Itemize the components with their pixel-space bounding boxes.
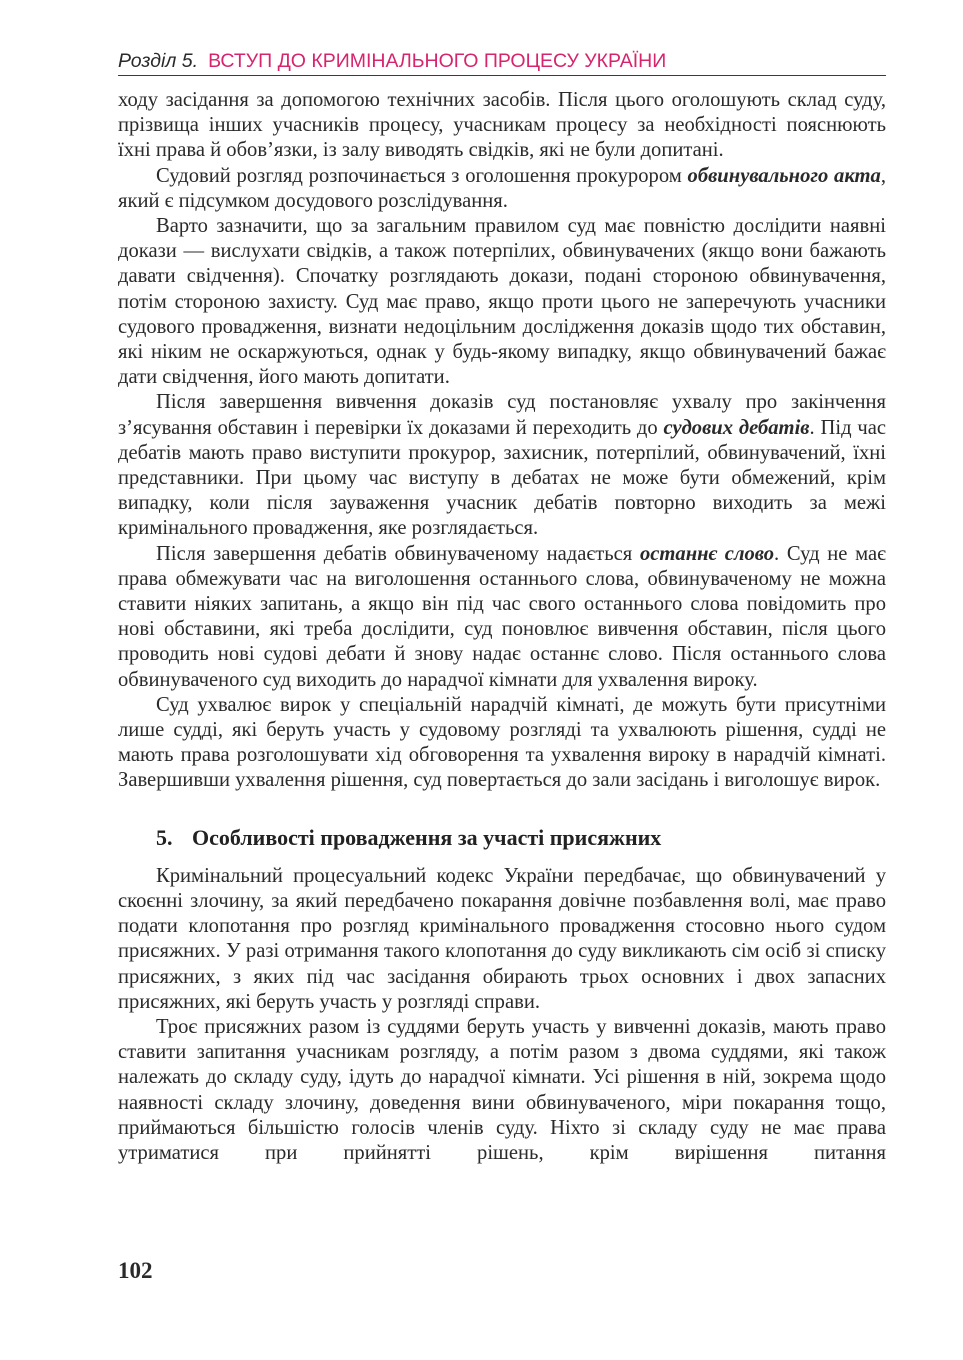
paragraph-text: Варто зазначити, що за загальним правилом суд має повністю дослідити наявні докази — вислухати свідків, а також потерпілих, обвинувачених (якщо вони бажають давати свідчення). Спочатку розглядають докази, подані стороною обвинувачення, потім стороною захисту. Суд має право, якщо проти цього не заперечують учасники судового провадження, визнати недоцільним дослідження доказів щодо тих обставин, які ніким не оскаржуються, однак у будь-якому випадку, якщо обвинувачений бажає дати свідчення, його мають допитати. (118, 215, 886, 389)
paragraph-text: Кримінальний процесуальний кодекс України передбачає, що обвинувачений у скоєнні злочину, за який передбачено покарання довічне позбавлення волі, має право подати клопотання про розгляд кримінального провадження стосовно нього судом присяжних. У разі отримання такого клопотання до суду викликають сім осіб зі списку присяжних, з яких під час засідання обирають трьох основних і двох запасних присяжних, які беруть участь у розгляді справи. (118, 864, 886, 1013)
paragraph-text: , який є підсумком досудового розслідування. (118, 164, 886, 212)
body-text (118, 88, 886, 1166)
paragraph-continued (118, 88, 886, 164)
paragraph-evidence (118, 214, 886, 390)
section-number: 5. (156, 824, 173, 850)
paragraph-text: ходу засідання за допомогою технічних засобів. Після цього оголошують склад суду, прізвища інших учасників процесу, учасникам процесу за необхідності пояснюють їхні права й обов’язки, із залу виводять свідків, які не були допитані. (118, 89, 886, 162)
paragraph-text: Суд ухвалює вирок у спеціальній нарадчій кімнаті, де можуть бути присутніми лише судді, які беруть участь у судовому розгляді та ухвалюють рішення, судді не мають права розголошувати хід обговорення та ухвалення вироку в нарадчій кімнаті. Завершивши ухвалення рішення, суд повертається до зали засідань і виголошує вирок. (118, 693, 886, 792)
paragraph-text: Після завершення вивчення доказів суд постановляє ухвалу про закінчення з’ясування обставин і перевірки їх доказами й переходить до (118, 391, 886, 439)
running-header (118, 49, 886, 76)
paragraph-debates (118, 390, 886, 541)
paragraph-indictment (118, 164, 886, 214)
section-heading (118, 824, 886, 852)
term-indictment: обвинувального акта (687, 164, 881, 187)
paragraph-text: Троє присяжних разом із суддями беруть участь у вивченні доказів, мають право ставити запитання учасникам розгляду, а потім разом з двома суддями, які також належать до складу суду, ідуть до нарадчої кімнати. Усі рішення в ній, зокрема щодо наявності складу злочину, доведення вини обвинуваченого, міри покарання тощо, приймаються більшістю голосів членів суду. Ніхто зі складу суду не має права утриматися при прийнятті рішень, крім вирішення питання (118, 1015, 886, 1164)
paragraph-text: Судовий розгляд розпочинається з оголошення прокурором (156, 164, 688, 187)
paragraph-text: . Суд не має права обмежувати час на виголошення останнього слова, обвинуваченому не можна ставити ніяких запитань, а якщо він під час свого останнього слова повідомить про нові обставини, які треба дослідити, суд поновлює вивчення обставин, після цього проводить нові судові дебати й знову надає останнє слово. Після останнього слова обвинуваченого суд виходить до нарадчої кімнати для ухвалення вироку. (118, 542, 887, 691)
paragraph-jury-code (118, 864, 886, 1015)
chapter-label: Розділ 5. (118, 50, 199, 72)
paragraph-text: . Під час дебатів мають право виступити прокурор, захисник, потерпілий, обвинувачений, їхні представники. При цьому час виступу в дебатах не може бути обмежений, крім випадку, коли після зауваження учасник дебатів повторно виходить за межі кримінального провадження, яке розглядається. (118, 416, 887, 540)
chapter-title: ВСТУП ДО КРИМІНАЛЬНОГО ПРОЦЕСУ УКРАЇНИ (208, 50, 667, 72)
paragraph-verdict (118, 693, 886, 794)
paragraph-last-word (118, 542, 886, 693)
paragraph-text: Після завершення дебатів обвинуваченому надається (156, 542, 640, 565)
paragraph-jury-role (118, 1015, 886, 1166)
section-title: Особливості провадження за участі присяжних (192, 824, 662, 850)
term-last-word: останнє слово (639, 542, 775, 565)
term-court-debates: судових дебатів (663, 416, 810, 439)
page-number: 102 (118, 1258, 153, 1283)
